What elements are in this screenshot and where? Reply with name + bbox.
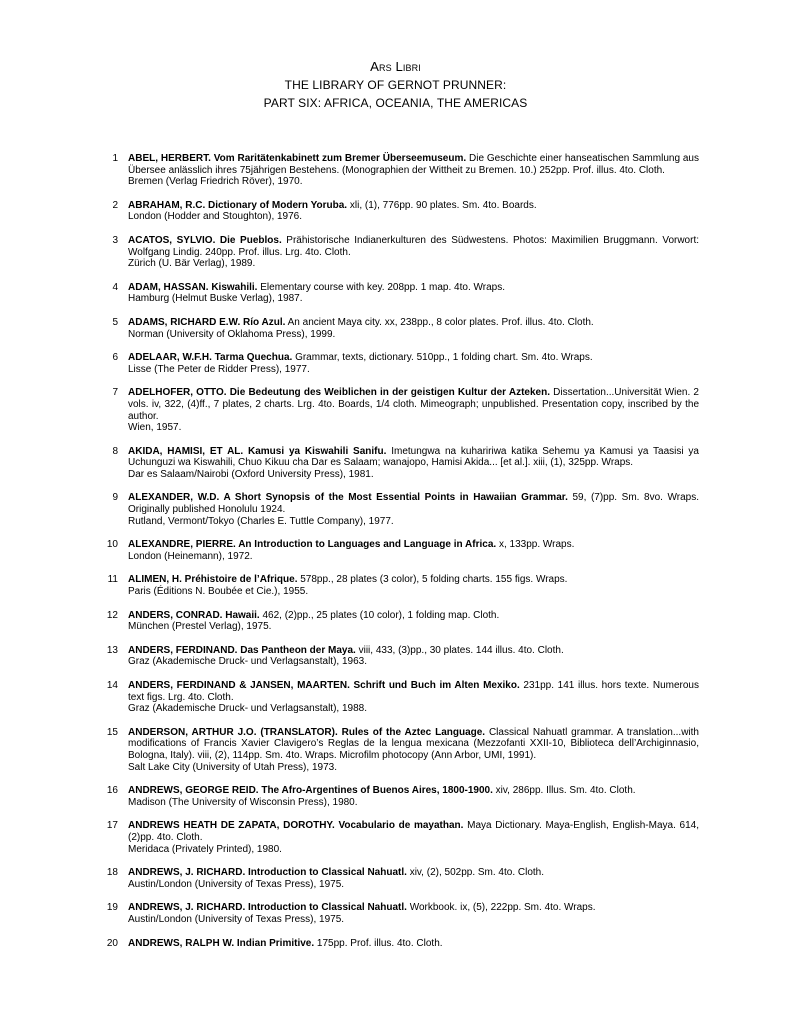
entry-imprint: Paris (Éditions N. Boubée et Cie.), 1955.: [128, 586, 309, 598]
entry-description: [128, 352, 699, 364]
entry-imprint: Hamburg (Helmut Buske Verlag), 1987.: [128, 293, 303, 305]
catalog-entry: [0, 387, 791, 433]
entry-description: [128, 820, 699, 843]
entry-author-title: ANDREWS, RALPH W. Indian Primitive.: [128, 937, 315, 949]
entry-number: 10: [106, 539, 118, 551]
entry-description: [128, 153, 699, 176]
entry-number: 5: [112, 316, 118, 328]
entry-author-title: AKIDA, HAMISI, ET AL. Kamusi ya Kiswahili Sanifu.: [128, 445, 387, 457]
entry-author-title: ALEXANDER, W.D. A Short Synopsis of the Most Essential Points in Hawaiian Grammar.: [128, 492, 568, 504]
entry-author-title: ALEXANDRE, PIERRE. An Introduction to Languages and Language in Africa.: [128, 539, 497, 551]
entry-description: [128, 867, 699, 879]
entry-author-title: ANDREWS HEATH DE ZAPATA, DOROTHY. Vocabulario de mayathan.: [128, 820, 464, 832]
entry-imprint: Madison (The University of Wisconsin Press), 1980.: [128, 796, 358, 808]
entry-number: 6: [112, 352, 118, 364]
catalog-entry: [0, 235, 791, 270]
entry-details: 175pp. Prof. illus. 4to. Cloth.: [314, 937, 443, 949]
catalog-entry: [0, 610, 791, 633]
entry-description: [128, 317, 699, 329]
entry-details: Dissertation...Universität Wien. 2 vols. iv, 322, (4)ff., 7 plates, 2 charts. Lrg. 4to. Boards, 1/4 cloth. Mimeograph; unpublished. Presentation copy, inscribed by the author.: [128, 387, 699, 422]
entry-author-title: ANDERS, CONRAD. Hawaii.: [128, 609, 260, 621]
entry-description: [128, 938, 699, 950]
entry-description: [128, 785, 699, 797]
entry-number: 17: [106, 820, 118, 832]
entry-number: 16: [106, 785, 118, 797]
entry-description: [128, 446, 699, 469]
entry-author-title: ABEL, HERBERT. Vom Raritätenkabinett zum Bremer Überseemuseum.: [128, 153, 467, 164]
entry-author-title: ANDERSON, ARTHUR J.O. (TRANSLATOR). Rules of the Aztec Language.: [128, 726, 486, 738]
catalog-entry: [0, 902, 791, 925]
entry-description: [128, 680, 699, 703]
entry-details: An ancient Maya city. xx, 238pp., 8 color plates. Prof. illus. 4to. Cloth.: [285, 316, 594, 328]
catalog-part-title: PART SIX: AFRICA, OCEANIA, THE AMERICAS: [263, 96, 528, 110]
entry-number: 9: [112, 492, 118, 504]
entry-description: [128, 235, 699, 258]
entry-details: Maya Dictionary. Maya-English, English-Maya. 614, (2)pp. 4to. Cloth.: [128, 820, 699, 843]
entry-details: xiv, (2), 502pp. Sm. 4to. Cloth.: [406, 867, 545, 879]
entry-imprint: Lisse (The Peter de Ridder Press), 1977.: [128, 363, 310, 375]
entry-author-title: ADAMS, RICHARD E.W. Río Azul.: [128, 316, 286, 328]
entry-number: 13: [106, 644, 118, 656]
catalog-title: Ars Libri: [370, 59, 421, 74]
entry-imprint: Salt Lake City (University of Utah Press), 1973.: [128, 761, 337, 773]
catalog-entry: [0, 200, 791, 223]
entry-number: 19: [106, 902, 118, 914]
entry-details: 231pp. 141 illus. hors texte. Numerous text figs. Lrg. 4to. Cloth.: [128, 680, 699, 703]
entry-author-title: ADELHOFER, OTTO. Die Bedeutung des Weiblichen in der geistigen Kultur der Azteken.: [128, 387, 550, 399]
entry-number: 1: [112, 153, 118, 164]
catalog-entry: [0, 153, 791, 188]
entry-imprint: Dar es Salaam/Nairobi (Oxford University Press), 1981.: [128, 468, 374, 480]
entry-description: [128, 200, 699, 212]
catalog-entry: [0, 574, 791, 597]
catalog-subtitle: THE LIBRARY OF GERNOT PRUNNER:: [284, 78, 507, 92]
entry-author-title: ANDERS, FERDINAND. Das Pantheon der Maya.: [128, 644, 356, 656]
entry-number: 20: [106, 937, 118, 949]
entry-description: [128, 645, 699, 657]
entry-imprint: Norman (University of Oklahoma Press), 1999.: [128, 328, 336, 340]
entry-description: [128, 574, 699, 586]
entry-details: Workbook. ix, (5), 222pp. Sm. 4to. Wraps.: [406, 902, 596, 914]
catalog-entry: [0, 867, 791, 890]
entry-imprint: London (Hodder and Stoughton), 1976.: [128, 211, 303, 223]
entry-imprint: London (Heinemann), 1972.: [128, 550, 253, 562]
entry-number: 15: [106, 726, 118, 738]
catalog-entry: [0, 785, 791, 808]
entry-imprint: Meridaca (Privately Printed), 1980.: [128, 843, 282, 855]
entry-author-title: ADAM, HASSAN. Kiswahili.: [128, 281, 258, 293]
entry-imprint: Zürich (U. Bär Verlag), 1989.: [128, 258, 256, 270]
entry-author-title: ABRAHAM, R.C. Dictionary of Modern Yoruba.: [128, 199, 348, 211]
entry-details: x, 133pp. Wraps.: [496, 539, 575, 551]
catalog-entry: [0, 352, 791, 375]
entry-imprint: Austin/London (University of Texas Press), 1975.: [128, 878, 345, 890]
entry-description: [128, 492, 699, 515]
entry-author-title: ANDREWS, J. RICHARD. Introduction to Classical Nahuatl.: [128, 902, 407, 914]
catalog-entry: [0, 446, 791, 481]
entry-description: [128, 727, 699, 762]
entry-number: 14: [106, 680, 118, 691]
catalog-entry: [0, 727, 791, 773]
catalog-entry-list: [0, 153, 791, 949]
entry-number: 11: [107, 574, 118, 586]
entry-number: 12: [106, 609, 118, 621]
entry-imprint: Austin/London (University of Texas Press), 1975.: [128, 913, 345, 925]
entry-details: xiv, 286pp. Illus. Sm. 4to. Cloth.: [492, 785, 636, 797]
entry-author-title: ANDREWS, J. RICHARD. Introduction to Classical Nahuatl.: [128, 867, 407, 879]
entry-details: Classical Nahuatl grammar. A translation...with modifications of Francis Xavier Clavigero’s Reglas de la lengua mexicana (Mezzofanti XXII-10, Biblioteca dell’Archiginnasio, Bologna, Italy). viii, (2), 114pp. Sm. 4to. Wraps. Microfilm photocopy (Ann Arbor, UMI, 1991).: [128, 726, 699, 761]
entry-description: [128, 282, 699, 294]
entry-author-title: ADELAAR, W.F.H. Tarma Quechua.: [128, 352, 293, 364]
catalog-entry: [0, 680, 791, 715]
entry-details: Prähistorische Indianerkulturen des Südwestens. Photos: Maximilien Bruggmann. Vorwort: Wolfgang Lindig. 240pp. Prof. illus. Lrg. 4to. Cloth.: [128, 234, 700, 258]
entry-number: 4: [112, 281, 118, 293]
entry-number: 18: [106, 867, 118, 879]
entry-details: xli, (1), 776pp. 90 plates. Sm. 4to. Boards.: [347, 199, 537, 211]
catalog-header: [0, 58, 791, 112]
catalog-entry: [0, 492, 791, 527]
entry-imprint: Bremen (Verlag Friedrich Röver), 1970.: [128, 176, 303, 188]
entry-description: [128, 610, 699, 622]
entry-description: [128, 539, 699, 551]
entry-details: Die Geschichte einer hanseatischen Sammlung aus Übersee anlässlich ihres 75jährigen Bestehens. (Monographien der Wittheit zu Bremen. 10.) 252pp. Prof. illus. 4to. Cloth.: [128, 153, 699, 176]
entry-details: viii, 433, (3)pp., 30 plates. 144 illus. 4to. Cloth.: [355, 644, 564, 656]
entry-details: Elementary course with key. 208pp. 1 map. 4to. Wraps.: [257, 281, 505, 293]
entry-imprint: Graz (Akademische Druck- und Verlagsanstalt), 1963.: [128, 656, 367, 668]
catalog-entry: [0, 645, 791, 668]
entry-imprint: Wien, 1957.: [128, 422, 182, 434]
entry-author-title: ALIMEN, H. Préhistoire de l’Afrique.: [128, 574, 298, 586]
entry-number: 7: [112, 387, 118, 399]
entry-description: [128, 387, 699, 422]
catalog-entry: [0, 539, 791, 562]
entry-author-title: ANDREWS, GEORGE REID. The Afro-Argentines of Buenos Aires, 1800-1900.: [128, 785, 493, 797]
catalog-entry: [0, 820, 791, 855]
catalog-entry: [0, 317, 791, 340]
entry-details: Imetungwa na kuhaririwa katika Sehemu ya Kamusi ya Taasisi ya Uchunguzi wa Kiswahili, Chuo Kikuu cha Dar es Salaam; wanajopo, Hamisi Akida... [et al.]. xiii, (1), 325pp. Wraps.: [128, 445, 699, 469]
entry-details: 59, (7)pp. Sm. 8vo. Wraps. Originally published Honolulu 1924.: [128, 492, 699, 516]
entry-number: 3: [112, 234, 118, 246]
catalog-entry: [0, 282, 791, 305]
entry-imprint: München (Prestel Verlag), 1975.: [128, 621, 272, 633]
entry-imprint: Rutland, Vermont/Tokyo (Charles E. Tuttle Company), 1977.: [128, 515, 394, 527]
entry-number: 8: [112, 445, 118, 457]
entry-author-title: ACATOS, SYLVIO. Die Pueblos.: [128, 234, 282, 246]
entry-imprint: Graz (Akademische Druck- und Verlagsanstalt), 1988.: [128, 703, 367, 715]
entry-details: 578pp., 28 plates (3 color), 5 folding charts. 155 figs. Wraps.: [297, 574, 568, 586]
catalog-entry: [0, 938, 791, 950]
entry-details: Grammar, texts, dictionary. 510pp., 1 folding chart. Sm. 4to. Wraps.: [292, 352, 593, 364]
entry-author-title: ANDERS, FERDINAND & JANSEN, MAARTEN. Schrift und Buch im Alten Mexiko.: [128, 680, 520, 691]
entry-details: 462, (2)pp., 25 plates (10 color), 1 folding map. Cloth.: [259, 609, 500, 621]
entry-number: 2: [112, 199, 118, 211]
entry-description: [128, 902, 699, 914]
